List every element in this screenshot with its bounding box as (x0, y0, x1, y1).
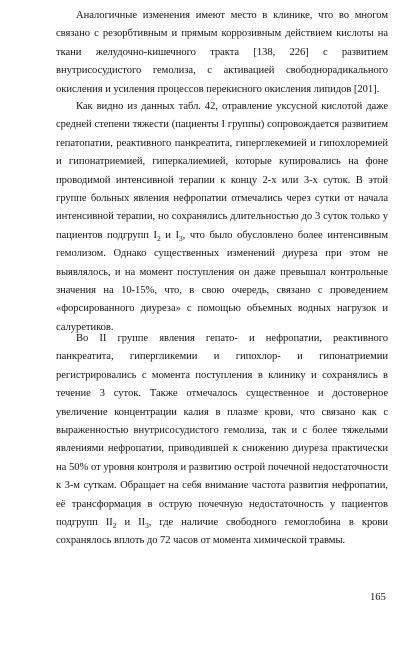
paragraph-1-text: Аналогичные изменения имеют место в клинике, что во многом связано с резорбтивным и прямым коррозивным действием кислоты на ткани желудочно-кишечного тракта [138, 226] с развитием внутрисосудистого гемолиза, с активацией свободнорадикального окисления и усиления процессов перекисного окисления липидов [201]. (56, 10, 388, 95)
paragraph-3 (56, 330, 388, 551)
paragraph-3-tail: , где наличие свободного гемоглобина в крови сохранялось вплоть до 72 часов от момента химической травмы. (56, 517, 389, 547)
subscript: 3 (178, 233, 183, 243)
page-number: 165 (370, 592, 386, 603)
paragraph-1 (56, 7, 388, 99)
paragraph-2-joint: и I (160, 229, 179, 241)
subscript: 3 (145, 521, 149, 531)
paragraph-2-tail: , что было обусловлено более интенсивным гемолизом. Однако существенных изменений диуреза при этом не выявлялось, и на момент поступления он даже превышал контрольные значения на 10-15%, что, в свою очередь, связано с проведением «форсированного диуреза» с помощью объемных водных нагрузок и салуретиков. (56, 229, 388, 333)
paragraph-3-text: Во II группе явления гепато- и нефропатии, реактивного панкреатита, гипергликемии и гипохлор- и гипонатриемии регистрировались с момента поступления в клинику и сохранялись в течение 3 суток. Также отмечалось существенное и достоверное увеличение концентрации калия в плазме крови, что связано как с выраженностью внутрисосудистого гемолиза, так и с более тяжелыми явлениями нефропатии, приводившей к снижению диуреза практически на 50% от уровня контроля и развитию острой почечной недостаточности к 3-м суткам. Обращает на себя внимание частота развития нефропатии, её трансформация в острую почечную недостаточность у пациентов подгрупп II (56, 333, 388, 529)
paragraph-2-text: Как видно из данных табл. 42, отравление уксусной кислотой даже средней степени тяжести (пациенты I группы) сопровождается развитием гепатопатии, реактивного панкреатита, гиперглекемией и гипохлоремией и гипонатриемией, гиперкалиемией, которые купировались на фоне проводимой интенсивной терапии к концу 2-х или 3-х суток. В этой группе больных явления нефропатии отмечались через сутки от начала интенсивной терапии, но сохранялись длительностью до 3 суток только у пациентов подгрупп I (56, 101, 388, 241)
paragraph-3-joint: и II (116, 517, 146, 529)
subscript: 2 (112, 521, 117, 531)
subscript: 2 (156, 233, 161, 243)
paragraph-2 (56, 98, 388, 337)
